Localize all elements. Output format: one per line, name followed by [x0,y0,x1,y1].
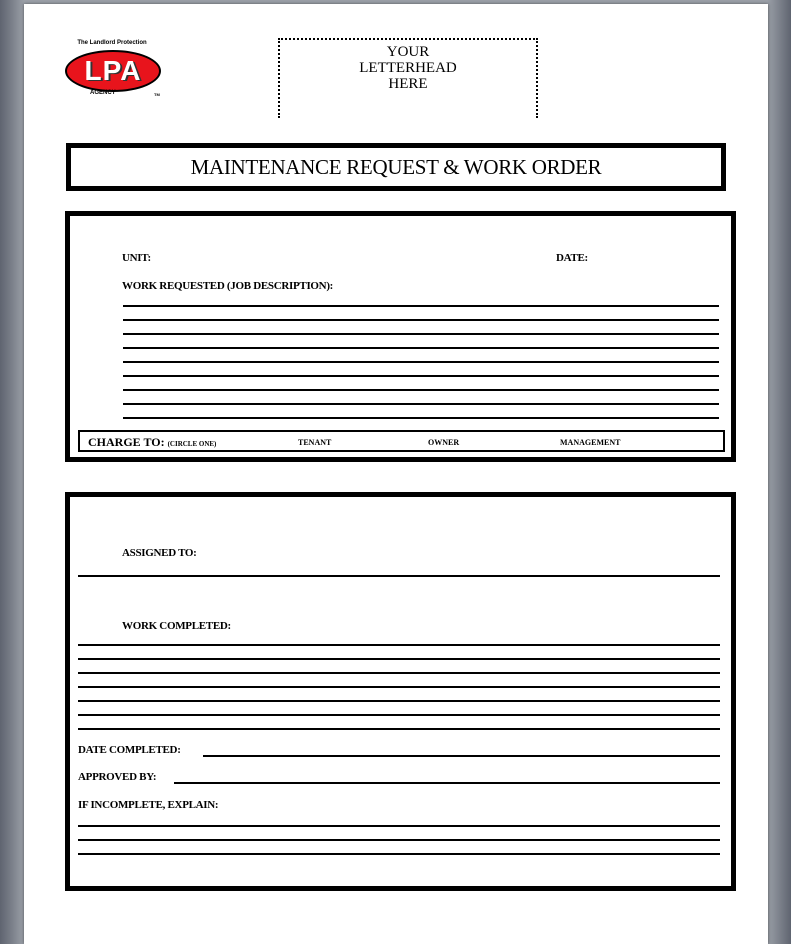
job-description-line[interactable] [123,305,719,307]
work-completed-line[interactable] [78,686,720,688]
job-description-line[interactable] [123,361,719,363]
charge-to-text: CHARGE TO: [88,435,165,449]
request-section [65,211,736,462]
job-description-line[interactable] [123,417,719,419]
work-requested-label: WORK REQUESTED (JOB DESCRIPTION): [122,280,334,292]
job-description-line[interactable] [123,347,719,349]
logo-oval [65,50,161,92]
logo-trademark: TM [154,92,160,97]
document-page [24,4,768,944]
explain-line[interactable] [78,825,720,827]
job-description-line[interactable] [123,403,719,405]
charge-option-owner[interactable]: OWNER [428,438,460,447]
approved-by-line[interactable] [174,782,720,784]
letterhead-line-1: YOUR [386,44,430,60]
work-completed-line[interactable] [78,672,720,674]
job-description-line[interactable] [123,333,719,335]
if-incomplete-label: IF INCOMPLETE, EXPLAIN: [78,799,219,811]
charge-option-management[interactable]: MANAGEMENT [560,438,621,447]
work-completed-line[interactable] [78,644,720,646]
logo-agency-text: AGENCY [90,90,116,96]
charge-to-note: (CIRCLE ONE) [167,440,217,448]
form-title: MAINTENANCE REQUEST & WORK ORDER [190,154,602,179]
job-description-line[interactable] [123,319,719,321]
form-title-box [66,143,726,191]
charge-to-box [78,430,725,452]
letterhead-line-3: HERE [388,76,428,92]
lpa-logo [62,40,162,100]
approved-by-label: APPROVED BY: [78,771,157,783]
work-completed-line[interactable] [78,714,720,716]
work-completed-label: WORK COMPLETED: [122,620,231,632]
letterhead-line-2: LETTERHEAD [359,60,457,76]
logo-initials: LPA [84,55,142,86]
assigned-to-label: ASSIGNED TO: [122,547,197,559]
explain-line[interactable] [78,839,720,841]
work-completed-line[interactable] [78,728,720,730]
assigned-to-line[interactable] [78,575,720,577]
letterhead-placeholder [278,38,538,118]
charge-option-tenant[interactable]: TENANT [298,438,332,447]
work-completed-line[interactable] [78,700,720,702]
date-label: DATE: [556,252,588,264]
logo-arc-text: The Landlord Protection [77,40,147,46]
job-description-line[interactable] [123,375,719,377]
work-completed-line[interactable] [78,658,720,660]
completion-section [65,492,736,891]
date-completed-label: DATE COMPLETED: [78,744,181,756]
date-completed-line[interactable] [203,755,720,757]
explain-line[interactable] [78,853,720,855]
job-description-line[interactable] [123,389,719,391]
unit-label: UNIT: [122,252,151,264]
charge-to-label [88,435,216,450]
